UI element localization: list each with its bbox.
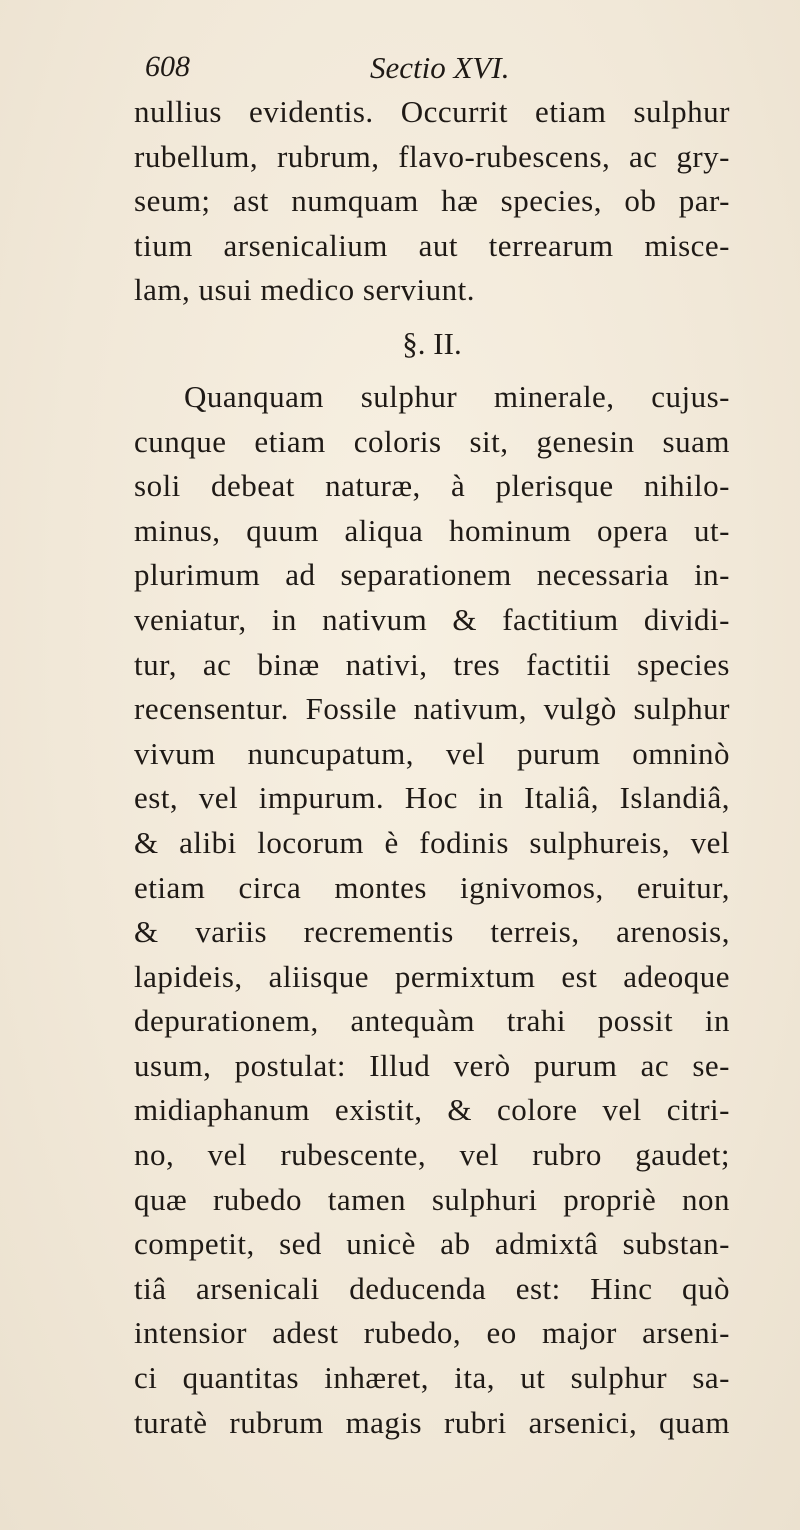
text-line: turatè rubrum magis rubri arsenici, quam bbox=[134, 1404, 730, 1440]
text-line: tium arsenicalium aut terrearum misce- bbox=[134, 227, 730, 263]
text-line: vivum nuncupatum, vel purum omninò bbox=[134, 735, 730, 771]
text-line: tiâ arsenicali deducenda est: Hinc quò bbox=[134, 1270, 730, 1306]
text-line: etiam circa montes ignivomos, eruitur, bbox=[134, 869, 730, 905]
text-line: no, vel rubescente, vel rubro gaudet; bbox=[134, 1137, 730, 1173]
text-line: usum, postulat: Illud verò purum ac se- bbox=[134, 1047, 730, 1083]
text-line: nullius evidentis. Occurrit etiam sulphur bbox=[134, 94, 730, 129]
text-line: competit, sed unicè ab admixtâ substan- bbox=[134, 1226, 730, 1262]
text-line: rubellum, rubrum, flavo-rubescens, ac gry- bbox=[134, 138, 730, 174]
text-line: seum; ast numquam hæ species, ob par- bbox=[134, 183, 730, 219]
text-line: veniatur, in nativum & factitium dividi- bbox=[134, 601, 730, 637]
text-line: ci quantitas inhæret, ita, ut sulphur sa- bbox=[134, 1360, 730, 1396]
text-line: lapideis, aliisque permixtum est adeoque bbox=[134, 958, 730, 994]
text-line: cunque etiam coloris sit, genesin suam bbox=[134, 423, 730, 459]
page-number: 608 bbox=[145, 50, 190, 83]
text-line: & variis recrementis terreis, arenosis, bbox=[134, 914, 730, 950]
text-line: plurimum ad separationem necessaria in- bbox=[134, 557, 730, 593]
text-line: midiaphanum existit, & colore vel citri- bbox=[134, 1092, 730, 1128]
text-line: Quanquam sulphur minerale, cujus- bbox=[184, 378, 730, 414]
text-line: minus, quum aliqua hominum opera ut- bbox=[134, 512, 730, 548]
text-line: depurationem, antequàm trahi possit in bbox=[134, 1003, 730, 1039]
text-line: recensentur. Fossile nativum, vulgò sulphur bbox=[134, 691, 730, 727]
text-line: intensior adest rubedo, eo major arseni- bbox=[134, 1315, 730, 1351]
running-head: Sectio XVI. bbox=[370, 50, 510, 85]
text-line: soli debeat naturæ, à plerisque nihilo- bbox=[134, 468, 730, 504]
text-line: quæ rubedo tamen sulphuri propriè non bbox=[134, 1181, 730, 1217]
text-line: tur, ac binæ nativi, tres factitii species bbox=[134, 646, 730, 682]
page-header bbox=[145, 50, 720, 90]
text-line: lam, usui medico serviunt. bbox=[134, 272, 476, 308]
text-block bbox=[134, 90, 730, 1445]
text-line: & alibi locorum è fodinis sulphureis, vel bbox=[134, 824, 730, 860]
text-line: est, vel impurum. Hoc in Italiâ, Islandiâ, bbox=[134, 780, 730, 816]
section-heading: §. II. bbox=[402, 325, 462, 361]
